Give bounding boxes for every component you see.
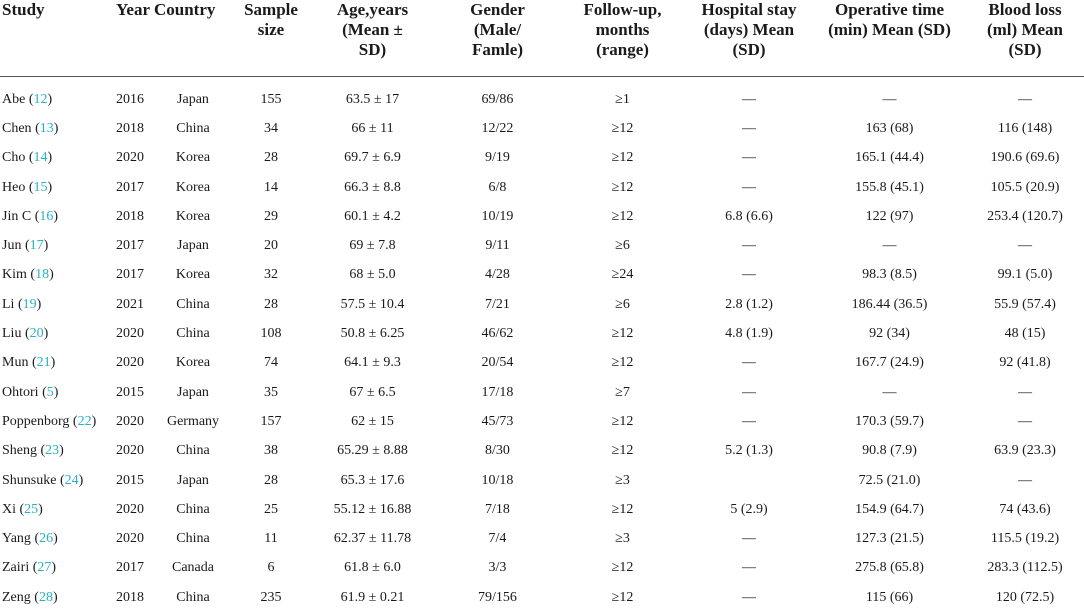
followup-cell: ≥12 [560,554,685,583]
sample-cell: 29 [232,202,310,231]
reference-link[interactable]: 5 [47,385,54,400]
gender-cell: 9/19 [435,144,560,173]
gender-cell: 4/28 [435,261,560,290]
blood-cell: 105.5 (20.9) [966,173,1084,202]
year-cell: 2018 [112,583,154,612]
age-cell: 69.7 ± 6.9 [310,144,435,173]
followup-cell: ≥12 [560,407,685,436]
column-header-hospital [685,0,813,77]
followup-cell: ≥12 [560,202,685,231]
year-cell: 2020 [112,495,154,524]
followup-cell: ≥12 [560,144,685,173]
study-author: Zeng [2,590,31,605]
hospital-cell: 4.8 (1.9) [685,319,813,348]
blood-cell: 190.6 (69.6) [966,144,1084,173]
year-cell: 2020 [112,144,154,173]
study-author: Li [2,297,14,312]
gender-cell: 7/21 [435,290,560,319]
hospital-cell: — [685,378,813,407]
age-cell: 64.1 ± 9.3 [310,349,435,378]
country-cell: Korea [154,349,232,378]
hospital-cell: 2.8 (1.2) [685,290,813,319]
column-header-line: SD) [359,40,386,59]
reference-link[interactable]: 27 [37,560,51,575]
sample-cell: 6 [232,554,310,583]
column-header-line: Operative time [835,0,944,19]
study-author: Jun [2,238,21,253]
study-cell: Zeng (28) [0,583,112,612]
country-cell: Canada [154,554,232,583]
column-header-study [0,0,112,77]
column-header-line: Country [154,0,215,19]
sample-cell: 34 [232,114,310,143]
operative-cell: 163 (68) [813,114,966,143]
followup-cell: ≥12 [560,583,685,612]
operative-cell: 275.8 (65.8) [813,554,966,583]
followup-cell: ≥12 [560,319,685,348]
table-row [0,407,1084,436]
year-cell: 2018 [112,114,154,143]
table-body [0,77,1084,612]
table-header [0,0,1084,77]
study-cell: Shunsuke (24) [0,466,112,495]
column-header-line: Famle) [472,40,523,59]
age-cell: 68 ± 5.0 [310,261,435,290]
operative-cell: 155.8 (45.1) [813,173,966,202]
blood-cell: 48 (15) [966,319,1084,348]
country-cell: Korea [154,202,232,231]
column-header-line: (min) Mean (SD) [828,20,951,39]
column-header-age [310,0,435,77]
gender-cell: 6/8 [435,173,560,202]
table-row [0,231,1084,260]
study-cell: Kim (18) [0,261,112,290]
followup-cell: ≥7 [560,378,685,407]
age-cell: 65.29 ± 8.88 [310,437,435,466]
gender-cell: 17/18 [435,378,560,407]
blood-cell: 283.3 (112.5) [966,554,1084,583]
column-header-line: Sample [244,0,298,19]
country-cell: Japan [154,231,232,260]
sample-cell: 28 [232,466,310,495]
country-cell: China [154,319,232,348]
column-header-blood [966,0,1084,77]
year-cell: 2017 [112,554,154,583]
reference-link[interactable]: 28 [39,590,53,605]
followup-cell: ≥12 [560,495,685,524]
reference-link[interactable]: 14 [34,150,48,165]
sample-cell: 11 [232,524,310,553]
table-row [0,202,1084,231]
hospital-cell: — [685,524,813,553]
column-header-line: Blood loss [988,0,1061,19]
blood-cell: — [966,378,1084,407]
column-header-line: (range) [596,40,649,59]
study-author: Jin C [2,209,31,224]
year-cell: 2017 [112,231,154,260]
table-row [0,77,1084,115]
sample-cell: 108 [232,319,310,348]
age-cell: 61.8 ± 6.0 [310,554,435,583]
sample-cell: 25 [232,495,310,524]
operative-cell: 122 (97) [813,202,966,231]
study-cell: Jun (17) [0,231,112,260]
study-cell: Cho (14) [0,144,112,173]
reference-link[interactable]: 25 [24,502,38,517]
column-header-line: (days) Mean [704,20,794,39]
blood-cell: 253.4 (120.7) [966,202,1084,231]
table-row [0,554,1084,583]
reference-link[interactable]: 26 [39,531,53,546]
operative-cell: 127.3 (21.5) [813,524,966,553]
gender-cell: 8/30 [435,437,560,466]
column-header-gender [435,0,560,77]
operative-cell: 167.7 (24.9) [813,349,966,378]
age-cell: 66 ± 11 [310,114,435,143]
sample-cell: 28 [232,290,310,319]
column-header-operative [813,0,966,77]
country-cell: China [154,524,232,553]
column-header-line: (ml) Mean [987,20,1063,39]
table-row [0,114,1084,143]
study-cell: Abe (12) [0,77,112,115]
column-header-line: Follow-up, [584,0,662,19]
operative-cell: 165.1 (44.4) [813,144,966,173]
table-row [0,290,1084,319]
column-header-line: size [258,20,284,39]
header-row [0,0,1084,77]
hospital-cell: — [685,114,813,143]
followup-cell: ≥3 [560,466,685,495]
followup-cell: ≥12 [560,114,685,143]
hospital-cell: 5.2 (1.3) [685,437,813,466]
reference-link[interactable]: 17 [30,238,44,253]
hospital-cell: — [685,407,813,436]
study-cell: Heo (15) [0,173,112,202]
study-cell: Liu (20) [0,319,112,348]
gender-cell: 69/86 [435,77,560,115]
sample-cell: 74 [232,349,310,378]
country-cell: China [154,583,232,612]
year-cell: 2015 [112,466,154,495]
blood-cell: 120 (72.5) [966,583,1084,612]
age-cell: 50.8 ± 6.25 [310,319,435,348]
table-row [0,173,1084,202]
column-header-country [154,0,232,77]
reference-link[interactable]: 18 [35,267,49,282]
age-cell: 57.5 ± 10.4 [310,290,435,319]
blood-cell: 116 (148) [966,114,1084,143]
blood-cell: — [966,407,1084,436]
age-cell: 62.37 ± 11.78 [310,524,435,553]
reference-link[interactable]: 15 [34,180,48,195]
age-cell: 55.12 ± 16.88 [310,495,435,524]
gender-cell: 10/18 [435,466,560,495]
age-cell: 65.3 ± 17.6 [310,466,435,495]
column-header-line: Age,years [337,0,408,19]
age-cell: 60.1 ± 4.2 [310,202,435,231]
blood-cell: 55.9 (57.4) [966,290,1084,319]
hospital-cell: — [685,349,813,378]
country-cell: China [154,437,232,466]
study-author: Ohtori [2,385,39,400]
operative-cell: 72.5 (21.0) [813,466,966,495]
operative-cell: 186.44 (36.5) [813,290,966,319]
operative-cell: — [813,378,966,407]
blood-cell: — [966,231,1084,260]
operative-cell: 90.8 (7.9) [813,437,966,466]
age-cell: 67 ± 6.5 [310,378,435,407]
column-header-followup [560,0,685,77]
year-cell: 2015 [112,378,154,407]
hospital-cell [685,466,813,495]
reference-link[interactable]: 19 [23,297,37,312]
year-cell: 2016 [112,77,154,115]
year-cell: 2017 [112,261,154,290]
study-cell: Yang (26) [0,524,112,553]
sample-cell: 38 [232,437,310,466]
reference-link[interactable]: 13 [40,121,54,136]
followup-cell: ≥6 [560,290,685,319]
blood-cell: 99.1 (5.0) [966,261,1084,290]
study-author: Kim [2,267,27,282]
reference-link[interactable]: 23 [45,443,59,458]
gender-cell: 3/3 [435,554,560,583]
followup-cell: ≥12 [560,349,685,378]
study-author: Zairi [2,560,29,575]
operative-cell: 170.3 (59.7) [813,407,966,436]
gender-cell: 12/22 [435,114,560,143]
column-header-line: Hospital stay [702,0,797,19]
country-cell: China [154,290,232,319]
hospital-cell: — [685,77,813,115]
study-cell: Ohtori (5) [0,378,112,407]
country-cell: Korea [154,144,232,173]
reference-link[interactable]: 24 [65,473,79,488]
column-header-line: Gender [470,0,525,19]
study-author: Liu [2,326,21,341]
column-header-sample [232,0,310,77]
reference-link[interactable]: 12 [34,92,48,107]
reference-link[interactable]: 22 [78,414,92,429]
blood-cell: — [966,77,1084,115]
column-header-line: Year [116,0,150,19]
table-row [0,261,1084,290]
table-row [0,378,1084,407]
country-cell: Japan [154,466,232,495]
column-header-line: (SD) [1008,40,1041,59]
sample-cell: 32 [232,261,310,290]
column-header-line: (Male/ [474,20,521,39]
followup-cell: ≥24 [560,261,685,290]
country-cell: Japan [154,77,232,115]
country-cell: China [154,114,232,143]
study-author: Shunsuke [2,473,56,488]
reference-link[interactable]: 21 [37,355,51,370]
hospital-cell: — [685,144,813,173]
operative-cell: 98.3 (8.5) [813,261,966,290]
reference-link[interactable]: 20 [30,326,44,341]
age-cell: 62 ± 15 [310,407,435,436]
year-cell: 2020 [112,407,154,436]
sample-cell: 28 [232,144,310,173]
column-header-line: months [596,20,650,39]
country-cell: Germany [154,407,232,436]
age-cell: 66.3 ± 8.8 [310,173,435,202]
sample-cell: 20 [232,231,310,260]
blood-cell: 74 (43.6) [966,495,1084,524]
sample-cell: 235 [232,583,310,612]
table-row [0,144,1084,173]
gender-cell: 79/156 [435,583,560,612]
study-author: Heo [2,180,25,195]
followup-cell: ≥12 [560,173,685,202]
study-cell: Mun (21) [0,349,112,378]
blood-cell: 115.5 (19.2) [966,524,1084,553]
age-cell: 61.9 ± 0.21 [310,583,435,612]
followup-cell: ≥3 [560,524,685,553]
column-header-line: (Mean ± [342,20,403,39]
study-cell: Chen (13) [0,114,112,143]
country-cell: Japan [154,378,232,407]
sample-cell: 157 [232,407,310,436]
table-row [0,583,1084,612]
column-header-year [112,0,154,77]
hospital-cell: — [685,554,813,583]
country-cell: Korea [154,261,232,290]
table-row [0,524,1084,553]
gender-cell: 20/54 [435,349,560,378]
year-cell: 2017 [112,173,154,202]
country-cell: Korea [154,173,232,202]
sample-cell: 35 [232,378,310,407]
table-row [0,495,1084,524]
study-cell: Li (19) [0,290,112,319]
study-author: Chen [2,121,32,136]
gender-cell: 7/18 [435,495,560,524]
hospital-cell: — [685,231,813,260]
study-cell: Jin C (16) [0,202,112,231]
study-author: Sheng [2,443,37,458]
blood-cell: 63.9 (23.3) [966,437,1084,466]
study-author: Cho [2,150,25,165]
sample-cell: 155 [232,77,310,115]
hospital-cell: — [685,583,813,612]
year-cell: 2020 [112,437,154,466]
operative-cell: 154.9 (64.7) [813,495,966,524]
study-cell: Xi (25) [0,495,112,524]
hospital-cell: — [685,173,813,202]
hospital-cell: 5 (2.9) [685,495,813,524]
table-row [0,437,1084,466]
column-header-line: (SD) [732,40,765,59]
study-author: Mun [2,355,28,370]
reference-link[interactable]: 16 [39,209,53,224]
year-cell: 2020 [112,319,154,348]
column-header-line: Study [2,0,45,19]
operative-cell: — [813,231,966,260]
table-row [0,466,1084,495]
study-author: Abe [2,92,25,107]
study-author: Xi [2,502,16,517]
gender-cell: 46/62 [435,319,560,348]
study-cell: Sheng (23) [0,437,112,466]
gender-cell: 45/73 [435,407,560,436]
table-row [0,319,1084,348]
followup-cell: ≥1 [560,77,685,115]
table-row [0,349,1084,378]
year-cell: 2018 [112,202,154,231]
country-cell: China [154,495,232,524]
gender-cell: 10/19 [435,202,560,231]
operative-cell: 115 (66) [813,583,966,612]
hospital-cell: 6.8 (6.6) [685,202,813,231]
year-cell: 2021 [112,290,154,319]
study-author: Poppenborg [2,414,69,429]
gender-cell: 9/11 [435,231,560,260]
operative-cell: 92 (34) [813,319,966,348]
study-cell: Poppenborg (22) [0,407,112,436]
blood-cell: 92 (41.8) [966,349,1084,378]
followup-cell: ≥12 [560,437,685,466]
age-cell: 69 ± 7.8 [310,231,435,260]
sample-cell: 14 [232,173,310,202]
study-cell: Zairi (27) [0,554,112,583]
operative-cell: — [813,77,966,115]
year-cell: 2020 [112,349,154,378]
study-author: Yang [2,531,31,546]
blood-cell: — [966,466,1084,495]
age-cell: 63.5 ± 17 [310,77,435,115]
year-cell: 2020 [112,524,154,553]
gender-cell: 7/4 [435,524,560,553]
hospital-cell: — [685,261,813,290]
followup-cell: ≥6 [560,231,685,260]
